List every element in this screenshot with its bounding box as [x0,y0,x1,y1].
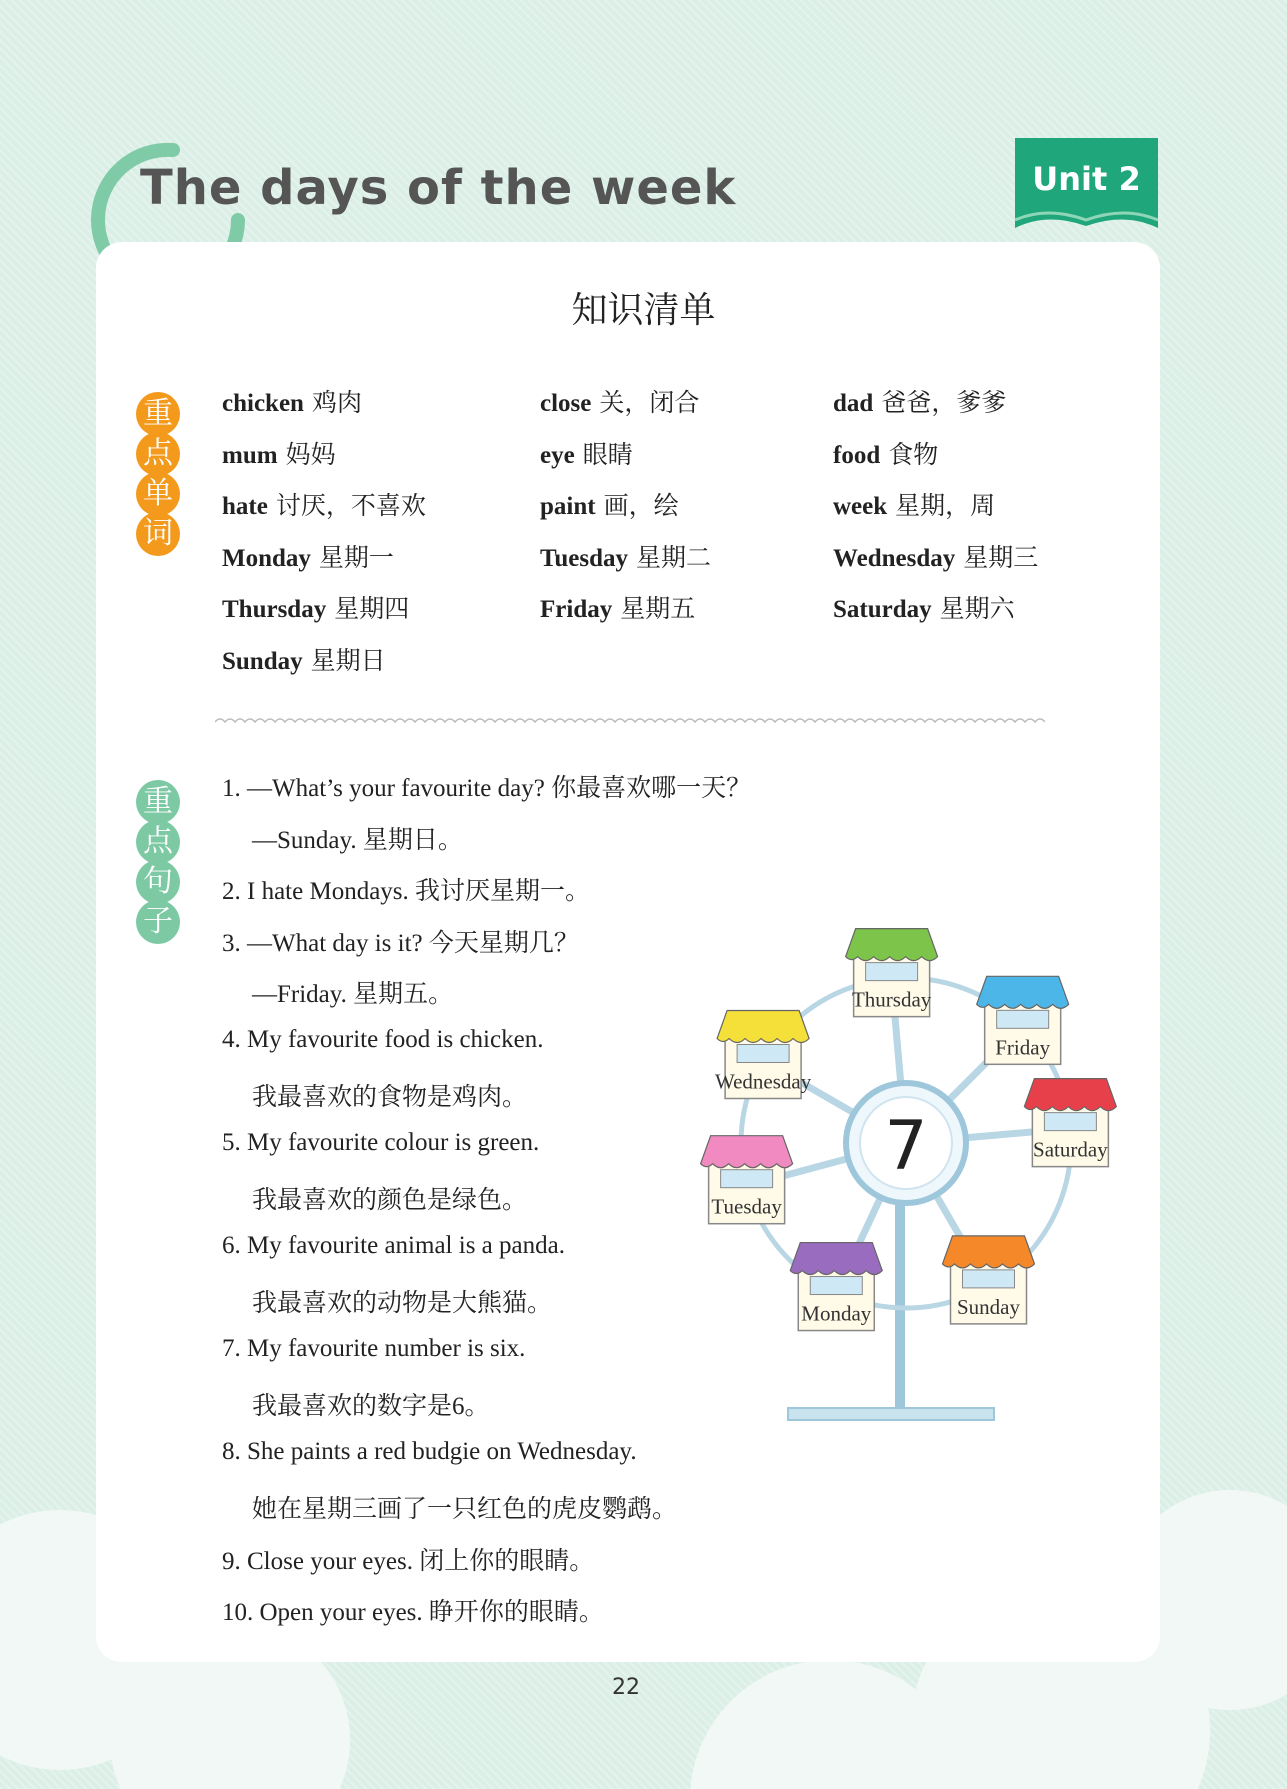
vocab-meaning: 星期四 [334,596,410,623]
wheel-house [701,1136,793,1224]
vocab-meaning: 讨厌，不喜欢 [275,493,426,520]
sentence-line: 她在星期三画了一只红色的虎皮鹦鹉。 [252,1496,678,1523]
vocab-word: Wednesday [833,544,956,572]
vocab-meaning: 星期一 [318,544,394,572]
house-window [963,1270,1015,1288]
vocab-word: food [833,441,881,469]
vocab-word: Saturday [833,596,932,623]
wheel-house [977,976,1069,1064]
vocab-meaning: 星期日 [310,647,386,675]
vocab-meaning: 星期二 [636,544,712,572]
house-awning [717,1011,809,1043]
vocab-word: paint [540,493,596,520]
house-label: Wednesday [714,1069,812,1094]
key-words-badge [136,392,180,552]
unit-label: Unit 2 [1032,160,1141,198]
house-awning [943,1236,1035,1268]
house-awning [1024,1079,1116,1111]
badge-char: 重 [136,392,180,436]
sentence-line: 我最喜欢的颜色是绿色。 [252,1187,528,1214]
sentence-line: —Friday. 星期五。 [252,981,454,1008]
sentence-line: 3. —What day is it? 今天星期几？ [222,929,579,957]
house-label: Tuesday [711,1194,782,1219]
vocab-meaning: 画，绘 [603,493,679,520]
vocab-row [222,435,1122,487]
sentence-line: 4. My favourite food is chicken. [222,1025,544,1053]
vocab-word: Sunday [222,647,303,675]
badge-char: 点 [136,432,180,476]
house-window [1044,1113,1096,1131]
vocab-list [222,383,1122,692]
vocab-word: dad [833,390,874,417]
house-awning [790,1243,882,1275]
badge-char: 重 [136,780,180,824]
vocab-word: hate [222,493,268,520]
house-window [721,1170,773,1188]
house-label: Saturday [1033,1137,1108,1162]
vocab-word: Monday [222,544,311,572]
house-label: Thursday [851,987,932,1012]
key-sentences-badge [136,780,180,940]
badge-char: 单 [136,472,180,516]
vocab-row [222,538,1122,590]
wheel-house [943,1236,1035,1324]
vocab-word: chicken [222,390,304,417]
page-title: The days of the week [140,160,737,216]
vocab-meaning: 星期三 [963,544,1039,572]
badge-char: 句 [136,860,180,904]
vocab-meaning: 食物 [888,441,939,469]
sentence-line: 我最喜欢的数字是6。 [252,1393,490,1420]
wheel-house [715,1011,812,1099]
vocab-meaning: 星期五 [620,596,696,623]
house-label: Sunday [957,1294,1020,1319]
vocab-row [222,641,1122,693]
house-window [737,1045,789,1063]
wavy-divider [215,715,1045,729]
sentence-line: 我最喜欢的食物是鸡肉。 [252,1084,528,1111]
section-heading: 知识清单 [571,290,716,331]
unit-tab [1015,138,1158,230]
sentence-line: 10. Open your eyes. 睁开你的眼睛。 [222,1599,604,1626]
house-window [997,1010,1049,1028]
house-label: Friday [995,1035,1051,1060]
vocab-word: Friday [540,596,613,623]
wheel-base [788,1408,994,1420]
vocab-word: eye [540,441,575,469]
sentence-line: 2. I hate Mondays. 我讨厌星期一。 [222,878,591,905]
vocab-meaning: 妈妈 [285,441,336,469]
sentence-line: 5. My favourite colour is green. [222,1128,540,1156]
sentence-line: 1. —What’s your favourite day? 你最喜欢哪一天？ [222,775,752,802]
house-window [810,1277,862,1295]
sentence-line: 8. She paints a red budgie on Wednesday. [222,1437,637,1465]
sentence-line: 9. Close your eyes. 闭上你的眼睛。 [222,1547,595,1575]
badge-char: 点 [136,820,180,864]
wheel-house [790,1243,882,1331]
vocab-row [222,383,1122,435]
sentence-line: —Sunday. 星期日。 [252,826,463,854]
vocab-word: week [833,493,888,520]
ferris-wheel-illustration [670,925,1150,1425]
house-awning [846,929,938,961]
house-label: Monday [801,1301,872,1326]
sentence-line: 6. My favourite animal is a panda. [222,1231,565,1259]
vocab-meaning: 星期六 [939,596,1015,623]
vocab-row [222,486,1122,538]
wheel-house [1024,1079,1116,1167]
wheel-center-number: 7 [884,1107,928,1186]
vocab-word: mum [222,441,278,469]
badge-char: 词 [136,512,180,556]
wheel-house [846,929,938,1017]
sentence-line: 我最喜欢的动物是大熊猫。 [252,1290,553,1317]
vocab-meaning: 鸡肉 [311,390,362,417]
vocab-meaning: 眼睛 [582,441,633,469]
vocab-meaning: 星期，周 [895,493,996,520]
badge-char: 子 [136,900,180,944]
house-awning [701,1136,793,1168]
house-window [866,963,918,981]
vocab-word: Thursday [222,596,327,623]
vocab-row [222,589,1122,641]
house-awning [977,976,1069,1008]
sentence-line: 7. My favourite number is six. [222,1334,526,1362]
vocab-word: close [540,390,592,417]
vocab-meaning: 关，闭合 [599,390,700,417]
vocab-meaning: 爸爸，爹爹 [881,390,1007,417]
vocab-word: Tuesday [540,544,629,572]
page-number: 22 [612,1675,640,1700]
